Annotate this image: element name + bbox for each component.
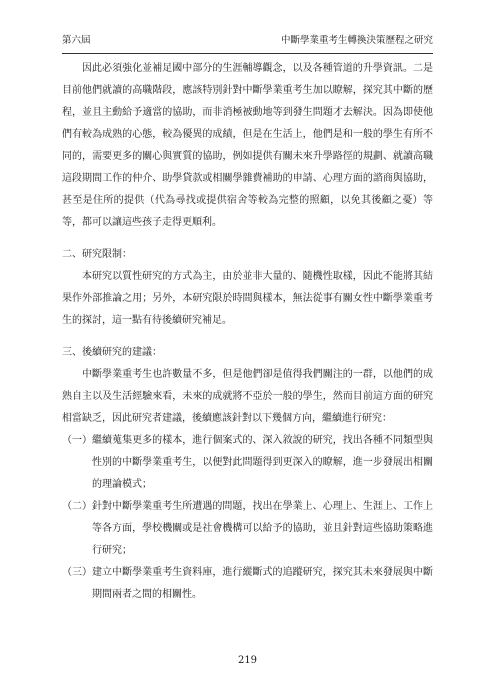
intro-paragraph: 因此必須強化並補足國中部分的生涯輔導觀念，以及各種管道的升學資訊。二是目前他們就讀的高職階段，應該特別針對中斷學業重考生加以瞭解，探究其中斷的歷程，並且主動給予適當的協助，而非消極被動地等到發生問題才去解決。因為即使他們有較為成熟的心態，較為優異的成績，但是在生活上，他們是和一般的學生有所不同的，需要更多的關心與實質的協助，例如提供有關未來升學路徑的規劃、就讀高職這段期間工作的仲介、助學貸款或相關學雜費補助的申請、心理方面的諮商與協助，甚至是住所的提供（代為尋找或提供宿舍等較為完整的照顧，以免其後顧之憂）等等，都可以讓這些孩子走得更順利。 bbox=[62, 63, 433, 228]
running-header bbox=[62, 32, 433, 54]
section-heading-limitations: 二、研究限制： bbox=[62, 249, 132, 260]
section-body-future-research: 中斷學業重考生也許數量不多，但是他們卻是值得我們關注的一群，以他們的成熟自主以及生活經驗來看，未來的成就將不亞於一般的學生，然而目前這方面的研究相當缺乏，因此研究者建議，後續應該針對以下幾個方向，繼續進行研究： bbox=[62, 369, 433, 424]
page-number: 219 bbox=[237, 655, 258, 666]
list-item-text: 繼續蒐集更多的樣本，進行個案式的、深入敘說的研究，找出各種不同類型與性別的中斷學業重考生，以便對此問題得到更深入的瞭解，進一步發展出相關的理論模式； bbox=[92, 435, 433, 490]
list-item bbox=[62, 430, 433, 496]
header-left: 第六屆 bbox=[62, 35, 91, 46]
list-item-number: （二） bbox=[62, 501, 92, 512]
section-body-limitations: 本研究以質性研究的方式為主，由於並非大量的、隨機性取樣，因此不能將其結果作外部推論之用；另外，本研究限於時間與樣本，無法從事有關女性中斷學業重考生的探討，這一點有待後續研究補足。 bbox=[62, 271, 433, 326]
list-item-text: 針對中斷學業重考生所遭遇的問題，找出在學業上、心理上、生涯上、工作上等各方面，學校機關或是社會機構可以給予的協助，並且針對這些協助策略進行研究； bbox=[92, 501, 433, 556]
list-item bbox=[62, 496, 433, 562]
section-heading-future-research: 三、後續研究的建議： bbox=[62, 347, 162, 358]
list-item-number: （一） bbox=[62, 435, 92, 446]
header-right: 中斷學業重考生轉換決策歷程之研究 bbox=[280, 35, 433, 46]
list-item-text: 建立中斷學業重考生資料庫，進行縱斷式的追蹤研究，探究其未來發展與中斷期間兩者之間的相關性。 bbox=[92, 567, 433, 600]
list-item-number: （三） bbox=[62, 567, 92, 578]
list-item bbox=[62, 562, 433, 606]
page-body bbox=[62, 58, 433, 606]
